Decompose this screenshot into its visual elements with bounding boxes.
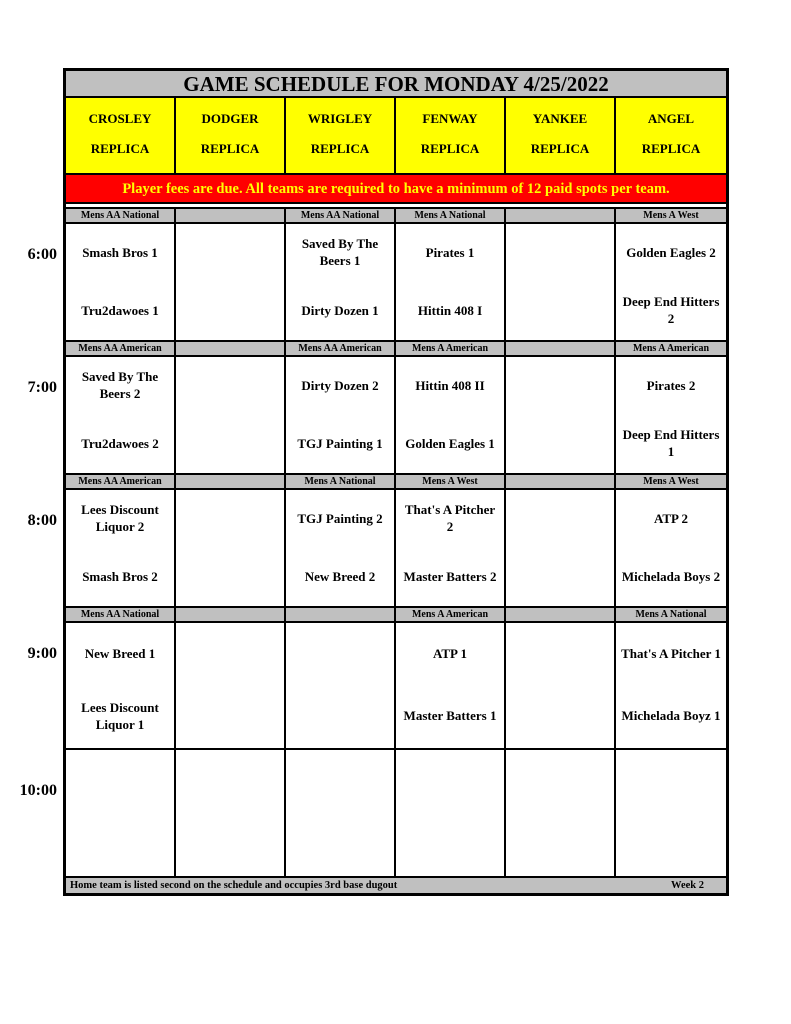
division-cell-yankee [506, 608, 616, 621]
schedule-table [19, 68, 729, 896]
division-cell-crosley: Mens AA National [66, 608, 176, 621]
field-type: REPLICA [420, 141, 480, 156]
division-cell-fenway: Mens A National [396, 209, 506, 222]
game-row [19, 750, 726, 878]
field-header-dodger [176, 98, 286, 173]
home-team: Dirty Dozen 1 [301, 302, 379, 318]
division-cell-wrigley: Mens AA American [286, 342, 396, 355]
time-label: 9:00 [27, 645, 57, 662]
away-team [616, 750, 726, 813]
time-slot-700 [27, 342, 726, 475]
away-team: That's A Pitcher 2 [404, 502, 496, 534]
away-team: ATP 1 [432, 645, 468, 661]
game-cell-wrigley [286, 224, 396, 340]
game-row [27, 224, 726, 342]
away-team [176, 750, 284, 813]
schedule-body [19, 209, 726, 878]
time-label: 6:00 [27, 246, 57, 263]
away-team [506, 224, 614, 282]
field-name: FENWAY [422, 111, 478, 126]
division-cell-angel: Mens A West [643, 210, 699, 221]
division-cell-wrigley: Mens A National [286, 475, 396, 488]
game-cell-wrigley [286, 357, 396, 473]
away-team: That's A Pitcher 1 [621, 645, 721, 661]
game-cell-yankee [506, 224, 616, 340]
away-team: Saved By The Beers 2 [81, 369, 159, 401]
away-team [176, 623, 284, 686]
division-row [66, 608, 726, 623]
game-cell-yankee [506, 623, 616, 748]
away-team: Dirty Dozen 2 [301, 377, 379, 393]
away-team [286, 623, 394, 686]
away-team: Lees Discount Liquor 2 [81, 502, 159, 534]
away-team [176, 490, 284, 548]
home-team [286, 686, 394, 749]
division-cell-fenway: Mens A American [396, 608, 506, 621]
home-team: Tru2dawoes 2 [81, 435, 159, 451]
field-type: REPLICA [310, 141, 370, 156]
field-header-fenway [396, 98, 506, 173]
field-type: REPLICA [90, 141, 150, 156]
footer-bar [66, 878, 726, 893]
field-name: YANKEE [532, 111, 588, 126]
page-title: GAME SCHEDULE FOR MONDAY 4/25/2022 [66, 71, 726, 98]
division-cell-fenway: Mens A West [396, 475, 506, 488]
field-type: REPLICA [530, 141, 590, 156]
division-cell-fenway: Mens A American [396, 342, 506, 355]
game-cell-fenway [396, 224, 506, 340]
home-team [616, 813, 726, 876]
home-team: Hittin 408 I [417, 302, 483, 318]
field-type: REPLICA [200, 141, 260, 156]
home-team: Golden Eagles 1 [405, 435, 495, 451]
away-team: Hittin 408 II [415, 377, 485, 393]
game-cell-dodger [176, 623, 286, 748]
division-row [66, 475, 726, 490]
division-cell-yankee [506, 342, 616, 355]
away-team [286, 750, 394, 813]
field-name: ANGEL [647, 111, 695, 126]
home-team [66, 813, 174, 876]
notice-banner: Player fees are due. All teams are required to have a minimum of 12 paid spots per team. [66, 175, 726, 204]
game-cell-angel [616, 224, 726, 340]
home-team [176, 686, 284, 749]
game-cell-wrigley [286, 750, 396, 876]
field-header-crosley [66, 98, 176, 173]
away-team: Smash Bros 1 [82, 244, 158, 260]
division-cell-yankee [506, 209, 616, 222]
home-team [396, 813, 504, 876]
game-cell-fenway [396, 750, 506, 876]
home-team: Tru2dawoes 1 [81, 302, 159, 318]
field-header-row [66, 98, 726, 175]
division-cell-crosley: Mens AA National [66, 209, 176, 222]
field-header-yankee [506, 98, 616, 173]
home-team [286, 813, 394, 876]
field-type: REPLICA [641, 141, 701, 156]
game-row [27, 623, 726, 750]
time-label: 10:00 [19, 782, 57, 799]
game-cell-angel [616, 357, 726, 473]
time-slot-900 [27, 608, 726, 750]
away-team: ATP 2 [653, 510, 689, 526]
division-cell-dodger [176, 608, 286, 621]
division-row [66, 209, 726, 224]
game-cell-dodger [176, 750, 286, 876]
away-team: Saved By The Beers 1 [301, 236, 379, 268]
home-team: Michelada Boyz 1 [621, 708, 721, 724]
home-team: Smash Bros 2 [82, 568, 158, 584]
game-cell-yankee [506, 357, 616, 473]
away-team [396, 750, 504, 813]
away-team: Pirates 2 [646, 377, 696, 393]
division-cell-wrigley [286, 608, 396, 621]
division-cell-angel: Mens A West [643, 476, 699, 487]
time-label: 8:00 [27, 512, 57, 529]
field-name: DODGER [201, 111, 259, 126]
away-team [176, 357, 284, 415]
home-team: Michelada Boys 2 [621, 568, 721, 584]
away-team [506, 623, 614, 686]
game-cell-wrigley [286, 623, 396, 748]
game-cell-crosley [66, 357, 176, 473]
division-cell-angel: Mens A National [635, 609, 707, 620]
game-cell-crosley [66, 224, 176, 340]
game-row [27, 490, 726, 608]
division-cell-wrigley: Mens AA National [286, 209, 396, 222]
division-cell-crosley: Mens AA American [66, 475, 176, 488]
game-cell-crosley [66, 750, 176, 876]
home-team [176, 548, 284, 606]
time-slot-600 [27, 209, 726, 342]
game-row [27, 357, 726, 475]
division-cell-angel: Mens A American [632, 343, 710, 354]
game-cell-angel [616, 623, 726, 748]
game-cell-angel [616, 490, 726, 606]
field-name: WRIGLEY [307, 111, 373, 126]
home-team: TGJ Painting 1 [297, 435, 383, 451]
home-team [506, 415, 614, 473]
home-team [176, 813, 284, 876]
time-slot-800 [27, 475, 726, 608]
away-team [176, 224, 284, 282]
time-slot-1000 [19, 750, 726, 878]
footer-note: Home team is listed second on the schedule and occupies 3rd base dugout [70, 880, 398, 891]
away-team [66, 750, 174, 813]
division-cell-dodger [176, 209, 286, 222]
home-team: Deep End Hitters 1 [622, 427, 720, 459]
home-team [506, 813, 614, 876]
game-cell-dodger [176, 224, 286, 340]
home-team: Deep End Hitters 2 [622, 294, 720, 326]
home-team [506, 686, 614, 749]
game-cell-crosley [66, 623, 176, 748]
home-team: New Breed 2 [304, 568, 376, 584]
home-team [506, 282, 614, 340]
division-row [66, 342, 726, 357]
home-team: Lees Discount Liquor 1 [81, 699, 159, 732]
game-cell-yankee [506, 490, 616, 606]
division-cell-dodger [176, 342, 286, 355]
away-team [506, 490, 614, 548]
game-cell-wrigley [286, 490, 396, 606]
field-name: CROSLEY [88, 111, 152, 126]
home-team [176, 415, 284, 473]
division-cell-crosley: Mens AA American [66, 342, 176, 355]
game-cell-fenway [396, 623, 506, 748]
game-cell-angel [616, 750, 726, 876]
home-team: Master Batters 1 [403, 708, 497, 724]
away-team: TGJ Painting 2 [297, 510, 383, 526]
division-cell-yankee [506, 475, 616, 488]
game-cell-fenway [396, 490, 506, 606]
game-cell-dodger [176, 490, 286, 606]
time-label: 7:00 [27, 379, 57, 396]
week-label: Week 2 [671, 880, 704, 891]
away-team: Golden Eagles 2 [626, 244, 716, 260]
game-cell-fenway [396, 357, 506, 473]
field-header-wrigley [286, 98, 396, 173]
away-team [506, 357, 614, 415]
game-cell-dodger [176, 357, 286, 473]
home-team [506, 548, 614, 606]
away-team [506, 750, 614, 813]
away-team: New Breed 1 [84, 645, 156, 661]
game-cell-yankee [506, 750, 616, 876]
game-cell-crosley [66, 490, 176, 606]
home-team [176, 282, 284, 340]
field-header-angel [616, 98, 726, 173]
home-team: Master Batters 2 [403, 568, 497, 584]
away-team: Pirates 1 [425, 244, 475, 260]
division-cell-dodger [176, 475, 286, 488]
